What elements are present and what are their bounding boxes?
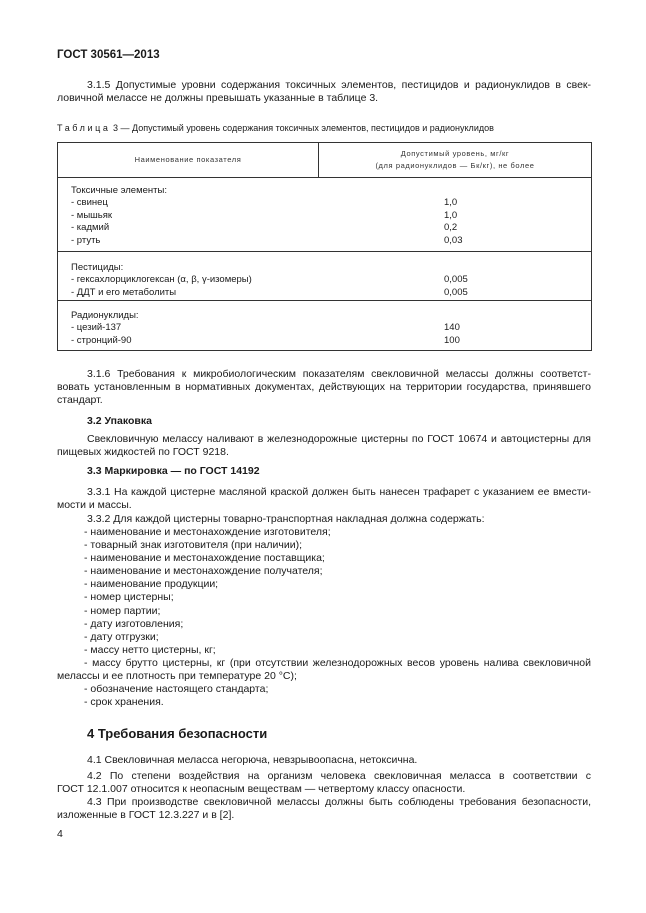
- paragraph-line: 3.3.1 На каждой цистерне масляной краской должен быть нанесен трафарет с указанием ее вмести-: [87, 486, 591, 498]
- paragraph-line: 3.1.5 Допустимые уровни содержания токсичных элементов, пестицидов и радионуклидов в свек-: [87, 79, 591, 91]
- group-names: [71, 262, 252, 299]
- table-cell: [58, 252, 592, 301]
- group-values: [444, 322, 460, 347]
- paragraph-3-1-6: [57, 368, 591, 407]
- list-item: - номер цистерны;: [84, 591, 174, 604]
- paragraph-line: 4.3 При производстве свекловичной мелассы должны быть соблюдены требования безопасности,: [87, 796, 591, 808]
- section-3-3-title: 3.3 Маркировка — по ГОСТ 14192: [87, 465, 260, 477]
- section-3-2-title: 3.2 Упаковка: [87, 415, 152, 427]
- list-item: - дату изготовления;: [84, 617, 184, 630]
- paragraph-line: 4.2 По степени воздействия на организм человека свекловичная меласса в соответствии с: [87, 770, 591, 782]
- item-name: - цезий-137: [71, 322, 122, 334]
- item-value: 0,2: [444, 222, 458, 234]
- list-item: - номер партии;: [84, 604, 161, 617]
- table-row-pesticides: [58, 252, 592, 301]
- group-title: Пестициды:: [71, 262, 124, 273]
- group-title: Токсичные элементы:: [71, 185, 167, 196]
- item-value: 0,005: [444, 274, 468, 286]
- paragraph-4-2: [57, 770, 591, 796]
- list-item: - наименование и местонахождение изготовителя;: [84, 526, 331, 538]
- table-header-indicator: Наименование показателя: [58, 143, 319, 178]
- item-name: - ДДТ и его метаболиты: [71, 286, 177, 298]
- table-row-toxic: [58, 178, 592, 252]
- table-header-level: [319, 143, 592, 178]
- list-item: - товарный знак изготовителя (при наличии);: [84, 539, 302, 552]
- paragraph-3-1-5: [57, 79, 591, 105]
- header-line: Допустимый уровень, мг/кг: [400, 149, 510, 158]
- list-item: - обозначение настоящего стандарта;: [84, 683, 269, 696]
- page-number: 4: [57, 828, 63, 840]
- table-cell: [58, 301, 592, 351]
- paragraph-3-3-1: [57, 486, 591, 512]
- item-value: 1,0: [444, 209, 458, 221]
- item-value: 0,03: [444, 234, 463, 246]
- paragraph-line: ГОСТ 12.1.007 относится к неопасным веществам — четвертому классу опасности.: [57, 783, 466, 795]
- paragraph-line: стандарт.: [57, 394, 103, 406]
- paragraph-line: пищевых жидкостей по ГОСТ 9218.: [57, 446, 229, 458]
- paragraph-line: ловичной мелассе не должны превышать указанные в таблице 3.: [57, 92, 379, 104]
- list-item: - массу нетто цистерны, кг;: [84, 643, 216, 656]
- paragraph-3-2: [57, 433, 591, 459]
- paragraph-line: изложенные в ГОСТ 12.3.227 и в [2].: [57, 809, 235, 821]
- item-value: 0,005: [444, 286, 468, 298]
- item-name: - кадмий: [71, 222, 110, 234]
- group-names: [71, 310, 139, 347]
- item-name: - гексахлорциклогексан (α, β, γ-изомеры): [71, 274, 252, 286]
- table-caption-prefix: Таблица: [57, 123, 111, 133]
- group-names: [71, 185, 167, 247]
- item-name: - ртуть: [71, 234, 101, 246]
- paragraph-line: 3.1.6 Требования к микробиологическим показателям свекловичной мелассы должны соответст-: [87, 368, 591, 380]
- paragraph-line: мости и массы.: [57, 499, 132, 511]
- list-item: - дату отгрузки;: [84, 630, 159, 643]
- paragraph-4-3: [57, 796, 591, 822]
- paragraph-4-1: 4.1 Свекловичная меласса негорюча, невзрывоопасна, нетоксична.: [87, 754, 418, 766]
- table-caption: [57, 123, 494, 133]
- group-title: Радионуклиды:: [71, 310, 139, 321]
- table-caption-text: 3 — Допустимый уровень содержания токсичных элементов, пестицидов и радионуклидов: [110, 123, 494, 133]
- list-item: - срок хранения.: [84, 696, 164, 709]
- item-name: - мышьяк: [71, 209, 113, 221]
- item-name: - свинец: [71, 197, 108, 209]
- item-name: - стронций-90: [71, 334, 132, 346]
- paragraph-line: вовать установленным в нормативных документах, действующих на территории государства, принявшего: [57, 381, 591, 393]
- list-item-continuation: мелассы и ее плотность при температуре 20 °С);: [57, 670, 297, 683]
- item-value: 1,0: [444, 197, 458, 209]
- header-line: (для радионуклидов — Бк/кг), не более: [375, 161, 535, 170]
- list-item: - наименование и местонахождение получателя;: [84, 565, 323, 578]
- section-4-title: 4 Требования безопасности: [87, 726, 268, 741]
- table-cell: [58, 178, 592, 252]
- marking-list: [57, 526, 591, 709]
- list-item: - массу брутто цистерны, кг (при отсутствии железнодорожных весов уровень налива свекловичной: [84, 656, 591, 669]
- paragraph-line: Свекловичную мелассу наливают в железнодорожные цистерны по ГОСТ 10674 и автоцистерны для: [87, 433, 591, 445]
- group-values: [444, 274, 468, 299]
- paragraph-3-3-2: 3.3.2 Для каждой цистерны товарно-транспортная накладная должна содержать:: [87, 513, 485, 525]
- list-item: - наименование продукции;: [84, 578, 219, 591]
- list-item: - наименование и местонахождение поставщика;: [84, 552, 325, 565]
- table-3: [57, 142, 592, 351]
- table-row-radionuclides: [58, 301, 592, 351]
- item-value: 140: [444, 322, 460, 334]
- group-values: [444, 197, 463, 247]
- item-value: 100: [444, 334, 460, 346]
- table-header-row: [58, 143, 592, 178]
- standard-header: ГОСТ 30561—2013: [57, 49, 160, 61]
